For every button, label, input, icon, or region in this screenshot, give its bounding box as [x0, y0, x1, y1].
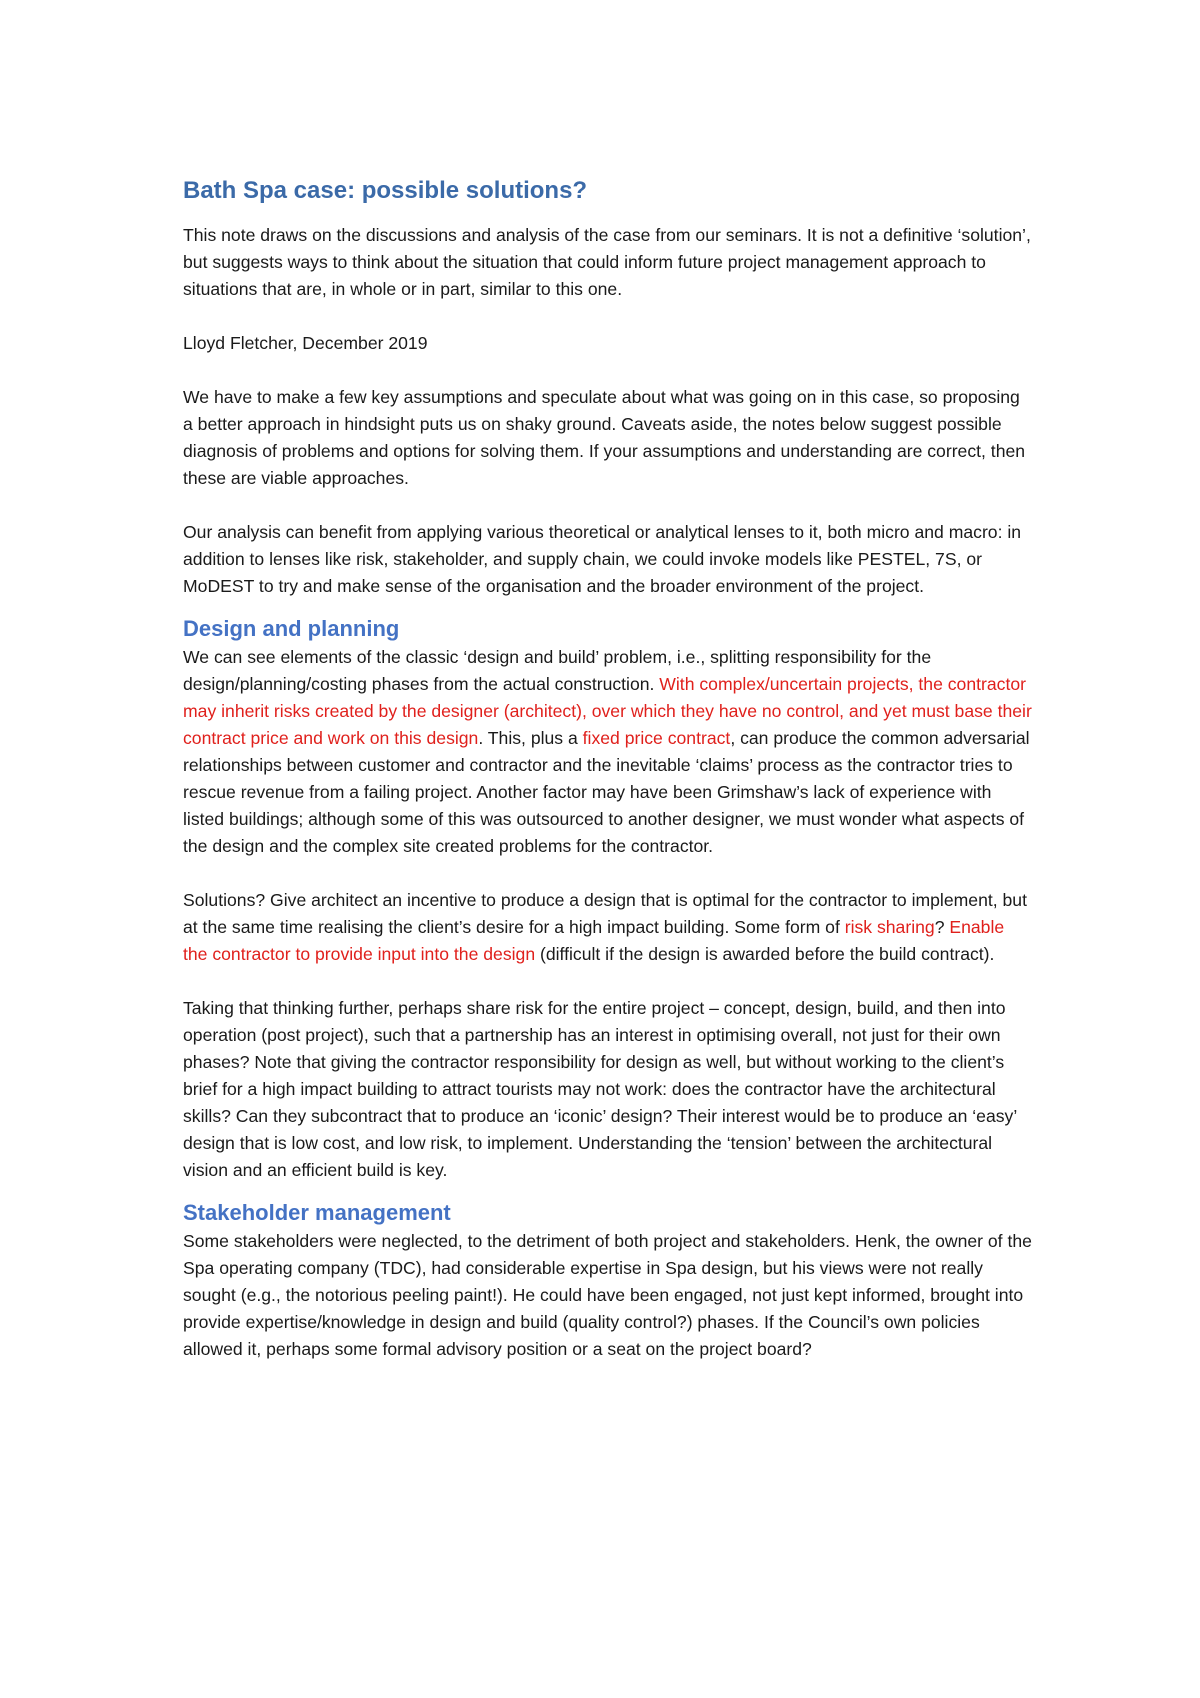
design-paragraph-3: Taking that thinking further, perhaps share risk for the entire project – concept, design, build, and then into operation (post project), such that a partnership has an interest in optimising overall, not just for their own phases? Note that giving the contractor responsibility for design as well, but without working to the client’s brief for a high impact building to attract tourists may not work: does the contractor have the architectural skills? Can they subcontract that to produce an ‘iconic’ design? Their interest would be to produce an ‘easy’ design that is low cost, and low risk, to implement. Understanding the ‘tension’ between the architectural vision and an efficient build is key.	[183, 998, 1017, 1180]
text-run: We can see elements of the classic ‘design and build’ problem, i.e., splitting responsibility for the design/planning/costing phases from the actual construction.	[183, 647, 932, 694]
text-run: . This, plus a	[478, 728, 583, 748]
author-line: Lloyd Fletcher, December 2019	[183, 333, 428, 353]
document-title: Bath Spa case: possible solutions?	[183, 177, 588, 204]
text-run: ?	[934, 917, 950, 937]
intro-paragraph: This note draws on the discussions and analysis of the case from our seminars. It is not a definitive ‘solution’, but suggests ways to think about the situation that could inform future project management approach to situations that are, in whole or in part, similar to this one.	[183, 225, 1031, 299]
highlighted-text: Enable the contractor to provide input into the design	[183, 917, 1005, 964]
highlighted-text: risk sharing	[844, 917, 935, 937]
design-paragraph-2	[183, 887, 1033, 968]
design-paragraph-1	[183, 644, 1033, 860]
text-run: (difficult if the design is awarded before the build contract).	[535, 944, 995, 964]
assumptions-paragraph: We have to make a few key assumptions and speculate about what was going on in this case, so proposing a better approach in hindsight puts us on shaky ground. Caveats aside, the notes below suggest possible diagnosis of problems and options for solving them. If your assumptions and understanding are correct, then these are viable approaches.	[183, 387, 1026, 488]
text-run: Solutions? Give architect an incentive to produce a design that is optimal for the contractor to implement, but at the same time realising the client’s desire for a high impact building. Some form of	[183, 890, 1027, 937]
analysis-paragraph: Our analysis can benefit from applying various theoretical or analytical lenses to it, both micro and macro: in addition to lenses like risk, stakeholder, and supply chain, we could invoke models like PESTEL, 7S, or MoDEST to try and make sense of the organisation and the broader environment of the project.	[183, 522, 1022, 596]
stakeholder-paragraph-1: Some stakeholders were neglected, to the detriment of both project and stakeholders. Henk, the owner of the Spa operating company (TDC), had considerable expertise in Spa design, but his views were not really sought (e.g., the notorious peeling paint!). He could have been engaged, not just kept informed, brought into provide expertise/knowledge in design and build (quality control?) phases. If the Council’s own policies allowed it, perhaps some formal advisory position or a seat on the project board?	[183, 1231, 1032, 1359]
document-page	[183, 176, 1033, 1390]
highlighted-text: With complex/uncertain projects, the contractor may inherit risks created by the designer (architect), over which they have no control, and yet must base their contract price and work on this design	[183, 674, 1032, 748]
section-heading-stakeholder: Stakeholder management	[183, 1200, 451, 1225]
highlighted-text: fixed price contract	[582, 728, 731, 748]
text-run: , can produce the common adversarial relationships between customer and contractor and the inevitable ‘claims’ process as the contractor tries to rescue revenue from a failing project. Another factor may have been Grimshaw’s lack of experience with listed buildings; although some of this was outsourced to another designer, we must wonder what aspects of the design and the complex site created problems for the contractor.	[183, 728, 1030, 856]
section-heading-design: Design and planning	[183, 616, 400, 641]
